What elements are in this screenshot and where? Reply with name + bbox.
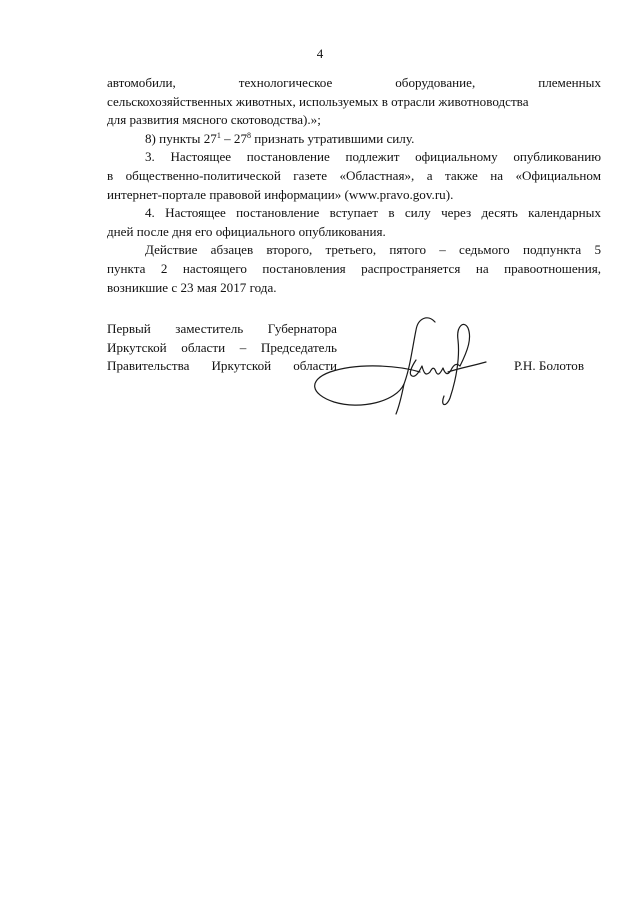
paragraph-3-line-3: интернет-портале правовой информации» (www.pravo.gov.ru). xyxy=(107,186,454,202)
paragraph-5-line-2: пункта 2 настоящего постановления распространяется на правоотношения, xyxy=(107,260,601,276)
paragraph-1-line-1 xyxy=(107,74,601,93)
paragraph-2-prefix: 8) пункты 27 xyxy=(145,130,217,146)
signatory-name: Р.Н. Болотов xyxy=(514,358,585,373)
paragraph-2-suffix: признать утратившими силу. xyxy=(251,130,415,146)
word: оборудование, xyxy=(395,75,476,90)
paragraph-3-line-2: в общественно-политической газете «Областная», а также на «Официальном xyxy=(107,167,601,183)
superscript-8: 8 xyxy=(247,130,252,140)
paragraph-2 xyxy=(107,130,601,149)
paragraph-5-line-3: возникшие с 23 мая 2017 года. xyxy=(107,279,277,295)
document-body xyxy=(107,74,601,297)
word: племенных xyxy=(538,75,601,90)
paragraph-2-mid: – 27 xyxy=(220,130,248,146)
handwritten-signature xyxy=(300,310,500,420)
paragraph-1-line-2: сельскохозяйственных животных, используемых в отрасли животноводства xyxy=(107,93,529,109)
paragraph-1-line-3: для развития мясного скотоводства).»; xyxy=(107,112,321,128)
page-number: 4 xyxy=(316,46,324,61)
paragraph-3-line-1: 3. Настоящее постановление подлежит официальному опубликованию xyxy=(145,149,601,165)
word: автомобили, xyxy=(107,75,176,90)
word: технологическое xyxy=(238,75,333,90)
paragraph-5-line-1: Действие абзацев второго, третьего, пятого – седьмого подпункта 5 xyxy=(145,242,601,258)
paragraph-4-line-2: дней после дня его официального опубликования. xyxy=(107,223,386,239)
signatory-title-line-3: Правительства Иркутской области xyxy=(107,358,337,374)
signatory-title-line-2: Иркутской области – Председатель xyxy=(107,339,337,355)
signatory-title-line-1: Первый заместитель Губернатора xyxy=(107,321,337,336)
paragraph-4-line-1: 4. Настоящее постановление вступает в силу через десять календарных xyxy=(145,205,601,221)
superscript-1: 1 xyxy=(216,130,221,140)
